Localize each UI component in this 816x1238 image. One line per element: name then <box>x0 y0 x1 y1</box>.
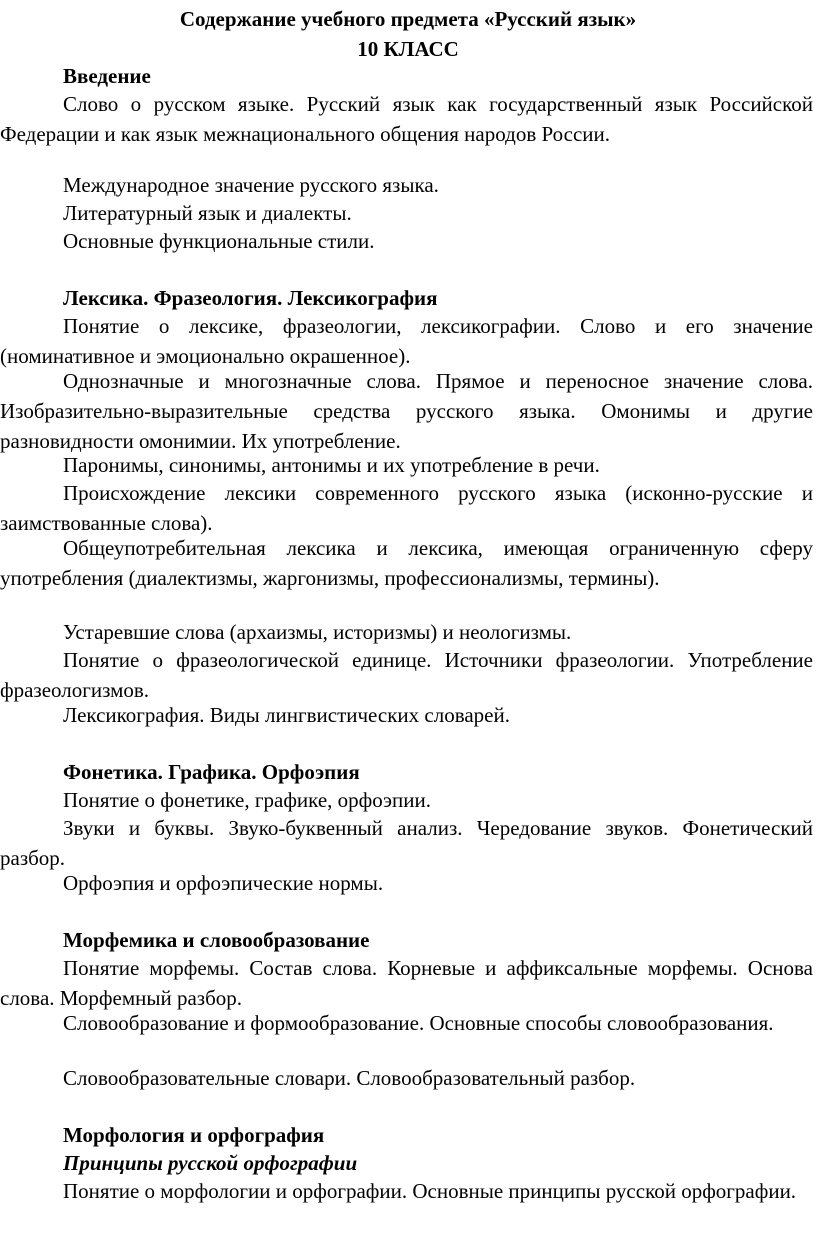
paragraph: Общеупотребительная лексика и лексика, имеющая ограниченную сферу употребления (диалектизмы, жаргонизмы, профессионализмы, термины). <box>0 536 813 590</box>
paragraph: Словообразование и формообразование. Основные способы словообразования. <box>63 1011 774 1035</box>
section-heading-introduction: Введение <box>63 64 151 88</box>
paragraph: Устаревшие слова (архаизмы, историзмы) и неологизмы. <box>63 620 572 644</box>
paragraph: Лексикография. Виды лингвистических словарей. <box>63 703 510 727</box>
grade-title: 10 КЛАСС <box>357 37 459 61</box>
paragraph: Орфоэпия и орфоэпические нормы. <box>63 871 384 895</box>
paragraph: Понятие о морфологии и орфографии. Основные принципы русской орфографии. <box>63 1179 797 1203</box>
paragraph: Однозначные и многозначные слова. Прямое и переносное значение слова. Изобразительно-выразительные средства русского языка. Омонимы и другие разновидности омонимии. Их употребление. <box>0 369 813 453</box>
paragraph: Происхождение лексики современного русского языка (исконно-русские и заимствованные слова). <box>0 481 813 535</box>
paragraph: Понятие о фонетике, графике, орфоэпии. <box>63 788 432 812</box>
paragraph: Паронимы, синонимы, антонимы и их употребление в речи. <box>63 453 600 477</box>
paragraph: Литературный язык и диалекты. <box>63 201 352 225</box>
paragraph: Слово о русском языке. Русский язык как государственный язык Российской Федерации и как язык межнационального общения народов России. <box>0 92 813 146</box>
section-heading-lexicon: Лексика. Фразеология. Лексикография <box>63 286 438 310</box>
paragraph: Международное значение русского языка. <box>63 173 439 197</box>
paragraph: Понятие морфемы. Состав слова. Корневые и аффиксальные морфемы. Основа слова. Морфемный разбор. <box>0 956 813 1010</box>
paragraph: Словообразовательные словари. Словообразовательный разбор. <box>63 1066 636 1090</box>
section-subheading-orthography-principles: Принципы русской орфографии <box>63 1151 358 1175</box>
paragraph: Понятие о фразеологической единице. Источники фразеологии. Употребление фразеологизмов. <box>0 648 813 702</box>
section-heading-morphemics: Морфемика и словообразование <box>63 928 370 952</box>
section-heading-morphology: Морфология и орфография <box>63 1123 325 1147</box>
document-title: Содержание учебного предмета «Русский язык» <box>179 7 637 31</box>
paragraph: Основные функциональные стили. <box>63 229 375 253</box>
paragraph: Звуки и буквы. Звуко-буквенный анализ. Чередование звуков. Фонетический разбор. <box>0 816 813 870</box>
section-heading-phonetics: Фонетика. Графика. Орфоэпия <box>63 760 360 784</box>
paragraph: Понятие о лексике, фразеологии, лексикографии. Слово и его значение (номинативное и эмоционально окрашенное). <box>0 314 813 368</box>
